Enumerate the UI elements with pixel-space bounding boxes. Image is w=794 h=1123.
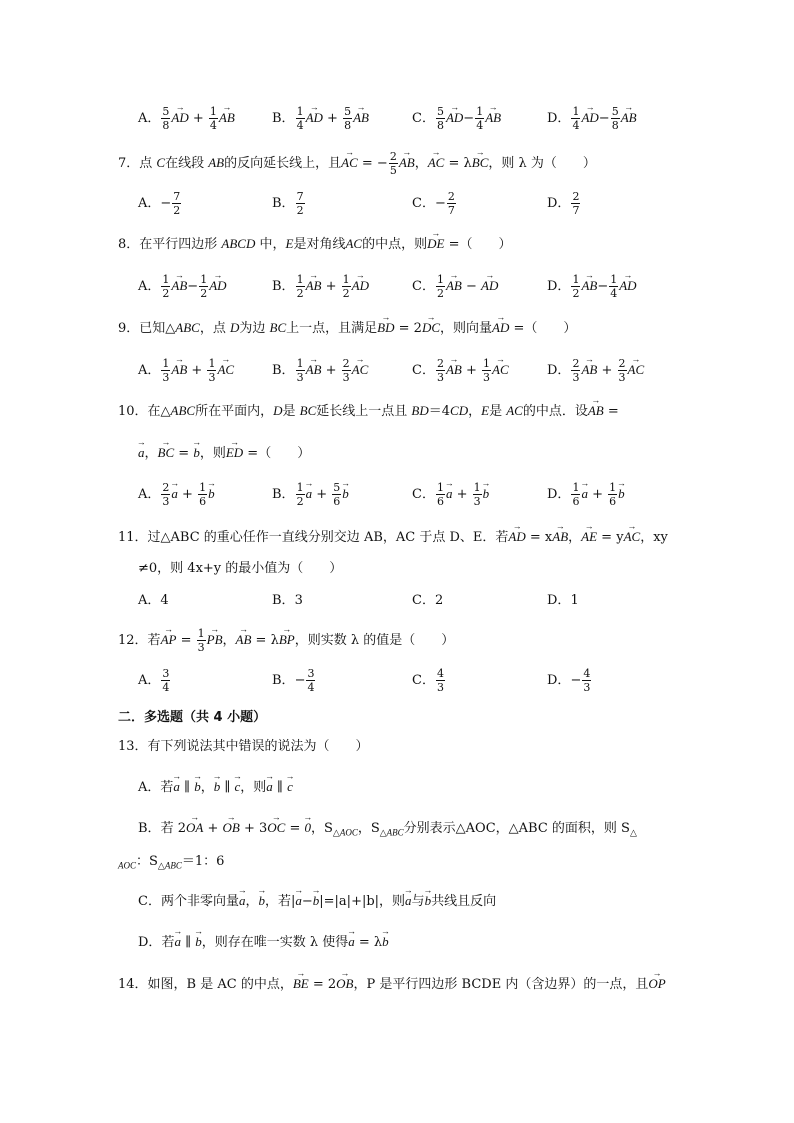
q6-option-b: B． $\frac{1}{4}$ → AD + $\frac{5}{8}$ → AB [272,105,369,132]
q12-option-a: A． $\frac{3}{4}$ [138,667,170,694]
q10-option-c: C． $\frac{1}{6}$ → a + $\frac{1}{3}$ → b [412,481,489,508]
q8-stem: 8．在平行四边形 ABCD 中，E是对角线AC的中点，则→ DE =（ ） [118,234,512,255]
q12-stem: 12．若→ AP = $\frac{1}{3}$ → PB，→ AB = λ→ BP，则实数 λ 的值是（ ） [118,627,454,654]
q8-option-b: B． $\frac{1}{2}$ → AB + $\frac{1}{2}$ → AD [272,273,369,300]
q13-option-d: D．若→ a ∥ → b，则存在唯一实数 λ 使得→ a = λ→ b [138,932,389,953]
q7-option-d: D． $\frac{2}{7}$ [547,190,580,217]
q12-option-c: C． $\frac{4}{3}$ [412,667,444,694]
q7-option-a: A．− $\frac{7}{2}$ [138,190,181,217]
q13-option-a: A．若→ a ∥ → b，→ b ∥ → c，则→ a ∥ → c [138,777,293,798]
q9-option-b: B． $\frac{1}{3}$ → AB + $\frac{2}{3}$ → AC [272,357,368,384]
q13-stem: 13．有下列说法其中错误的说法为（ ） [118,739,369,754]
q9-option-d: D． $\frac{2}{3}$ → AB + $\frac{2}{3}$ → AC [547,357,644,384]
q11-option-a: A．4 [138,593,169,608]
q13-option-c: C．两个非零向量→ a，→ b，若|→ a−→ b|=|a|+|b|，则→ a与→ b共线且反向 [138,891,496,912]
q11-stem-line2: ≠0，则 4x+y 的最小值为（ ） [138,561,343,576]
q8-option-a: A． $\frac{1}{2}$ → AB− $\frac{1}{2}$ → AD [138,273,227,300]
q11-option-d: D．1 [547,593,579,608]
q11-option-b: B．3 [272,593,303,608]
q9-option-a: A． $\frac{1}{3}$ → AB + $\frac{1}{3}$ → AC [138,357,234,384]
q7-option-b: B． $\frac{7}{2}$ [272,190,304,217]
q9-option-c: C． $\frac{2}{3}$ → AB + $\frac{1}{3}$ → AC [412,357,509,384]
q7-stem: 7．点 C在线段 AB的反向延长线上，且→ AC = − $\frac{2}{5}$ → AB，→ AC = λ→ BC，则 λ 为（ ） [118,150,596,177]
q10-option-d: D． $\frac{1}{6}$ → a + $\frac{1}{6}$ → b [547,481,625,508]
section-heading: 二．多选题（共 4 小题） [118,710,267,725]
q12-option-b: B．− $\frac{3}{4}$ [272,667,315,694]
q13-option-b-line2: $_{AOC}$：$S_{\triangle ABC}=1$：6 [118,854,225,871]
q6-option-d: D． $\frac{1}{4}$ → AD− $\frac{5}{8}$ → AB [547,105,637,132]
q10-stem-line1: 10．在△ABC所在平面内，D是 BC延长线上一点且 BD＝4CD，E是 AC的中点．设→ AB = [118,401,619,422]
q11-option-c: C．2 [412,593,444,608]
q12-option-d: D．− $\frac{4}{3}$ [547,667,591,694]
q14-stem: 14．如图，B 是 AC 的中点，→ BE = 2→ OB，P 是平行四边形 BCDE 内（含边界）的一点，且→ OP [118,974,666,995]
q10-stem-line2: → a，→ BC = → b，则→ ED =（ ） [138,443,310,464]
q13-option-b-line1: B．若 2→ OA + → OB + 3→ OC = → 0，$S_{\triangle AOC}$，$S_{\triangle ABC}$分别表示△AOC，△ABC 的面积，则 $S_\triangle$ [138,818,637,844]
q8-option-c: C． $\frac{1}{2}$ → AB − → AD [412,273,498,300]
q11-stem-line1: 11．过△ABC 的重心任作一直线分别交边 AB，AC 于点 D、E．若→ AD = x→ AB，→ AE = y→ AC，xy [118,527,668,548]
q10-option-a: A． $\frac{2}{3}$ → a + $\frac{1}{6}$ → b [138,481,215,508]
q8-option-d: D． $\frac{1}{2}$ → AB− $\frac{1}{4}$ → AD [547,273,637,300]
q10-option-b: B． $\frac{1}{2}$ → a + $\frac{5}{6}$ → b [272,481,349,508]
q6-option-c: C． $\frac{5}{8}$ → AD− $\frac{1}{4}$ → AB [412,105,501,132]
q6-option-a: A． $\frac{5}{8}$ → AD + $\frac{1}{4}$ → AB [138,105,235,132]
q7-option-c: C．− $\frac{2}{7}$ [412,190,455,217]
q9-stem: 9．已知△ABC，点 D为边 BC上一点，且满足→ BD = 2→ DC，则向量→ AD =（ ） [118,318,576,339]
